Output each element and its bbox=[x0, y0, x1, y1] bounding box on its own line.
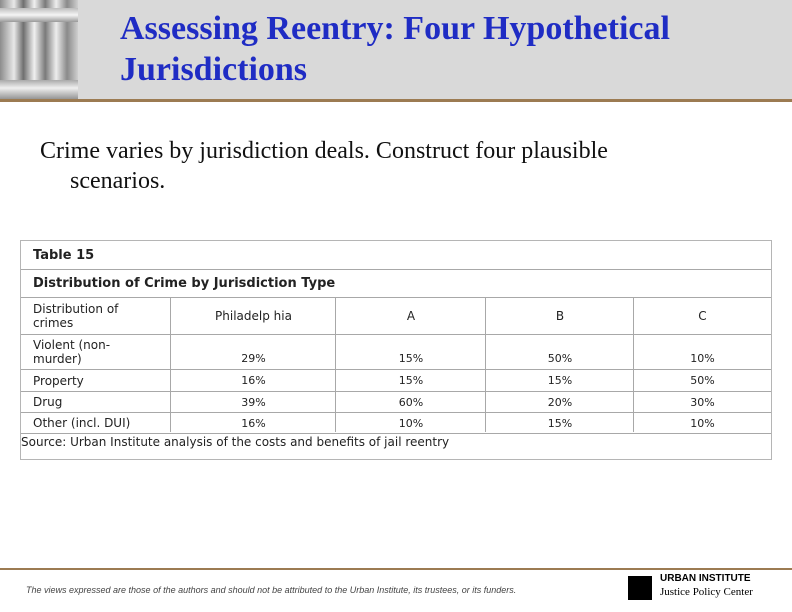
footer-divider bbox=[0, 568, 792, 570]
org-subtitle: Justice Policy Center bbox=[660, 586, 753, 598]
body-line-2: scenarios. bbox=[70, 168, 166, 194]
table-cell: 15% bbox=[547, 416, 573, 430]
org-name: URBAN INSTITUTE bbox=[660, 573, 751, 584]
column-photo bbox=[0, 0, 78, 100]
table-row bbox=[21, 413, 771, 434]
header-label-line-2: crimes bbox=[33, 316, 74, 330]
header-label bbox=[21, 298, 171, 334]
table-row bbox=[21, 370, 771, 392]
table-cell: 10% bbox=[398, 416, 424, 430]
table-cell: 50% bbox=[690, 374, 715, 387]
column-divider bbox=[633, 298, 634, 432]
table-subtitle: Distribution of Crime by Jurisdiction Type bbox=[33, 276, 336, 291]
body-line-1: Crime varies by jurisdiction deals. Construct four plausible bbox=[40, 138, 608, 164]
column-divider bbox=[485, 298, 486, 432]
table-cell: 15% bbox=[398, 374, 424, 387]
table-cell: 30% bbox=[690, 395, 715, 409]
table-cell: 10% bbox=[690, 352, 715, 365]
header-label-line-1: Distribution of bbox=[33, 302, 119, 316]
table-cell: 16% bbox=[241, 416, 266, 430]
table-row bbox=[21, 335, 771, 370]
slide-header bbox=[0, 0, 792, 100]
table-caption-row bbox=[21, 241, 771, 270]
slide-title bbox=[120, 8, 770, 90]
urban-institute-logo-icon bbox=[628, 576, 652, 600]
column-capital bbox=[0, 8, 78, 22]
crime-distribution-table bbox=[20, 240, 772, 460]
column-header: A bbox=[406, 309, 416, 323]
table-row bbox=[21, 392, 771, 413]
column-header: B bbox=[555, 309, 565, 323]
table-cell: 15% bbox=[547, 374, 573, 387]
row-label: Property bbox=[33, 373, 84, 388]
table-cell: 39% bbox=[241, 395, 266, 409]
table-cell: 60% bbox=[398, 395, 424, 409]
table-cell: 10% bbox=[690, 416, 715, 430]
header-divider bbox=[0, 99, 792, 102]
table-cell: 50% bbox=[547, 352, 573, 365]
title-line-1: Assessing Reentry: Four Hypothetical bbox=[120, 10, 670, 47]
column-header: C bbox=[698, 309, 707, 323]
table-header-row bbox=[21, 298, 771, 335]
title-line-2: Jurisdictions bbox=[120, 51, 308, 88]
column-divider bbox=[335, 298, 336, 432]
table-source: Source: Urban Institute analysis of the costs and benefits of jail reentry bbox=[21, 435, 450, 449]
footer-disclaimer: The views expressed are those of the authors and should not be attributed to the Urban Institute, its trustees, or its funders. bbox=[26, 585, 517, 595]
column-header: Philadelp hia bbox=[215, 309, 292, 323]
row-label: Drug bbox=[33, 395, 63, 409]
row-label-line-2: murder) bbox=[33, 352, 82, 366]
table-cell: 29% bbox=[241, 352, 266, 365]
column-base bbox=[0, 80, 78, 100]
row-label bbox=[21, 335, 171, 369]
column-divider bbox=[170, 298, 171, 432]
table-cell: 20% bbox=[547, 395, 573, 409]
row-label-line-1: Violent (non- bbox=[33, 338, 111, 352]
body-text bbox=[40, 136, 740, 196]
table-caption: Table 15 bbox=[33, 247, 95, 263]
table-cell: 15% bbox=[398, 352, 424, 365]
table-cell: 16% bbox=[241, 374, 266, 387]
table-subtitle-row bbox=[21, 270, 771, 298]
row-label: Other (incl. DUI) bbox=[33, 416, 131, 430]
